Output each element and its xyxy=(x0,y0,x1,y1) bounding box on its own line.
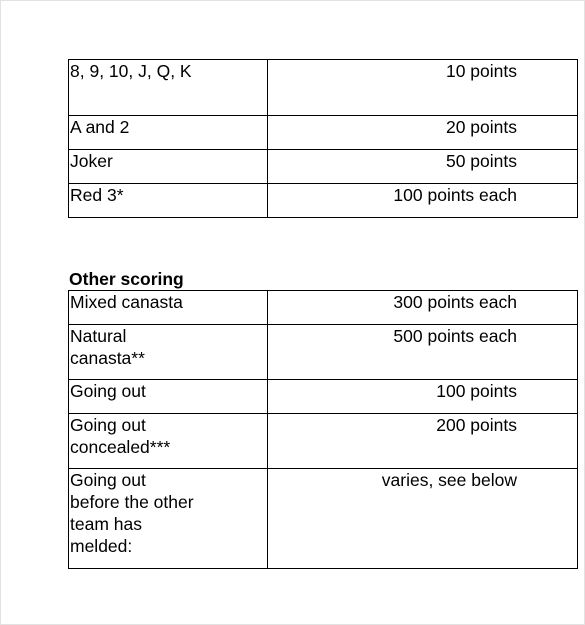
row-label xyxy=(69,291,268,325)
row-label: A and 2 xyxy=(69,116,268,150)
row-value: 300 points each xyxy=(268,291,578,325)
table-row xyxy=(69,325,578,380)
row-label-line: Mixed canasta xyxy=(70,292,183,312)
row-label xyxy=(69,414,268,469)
other-scoring-table xyxy=(68,290,578,569)
row-label-line: team has xyxy=(70,514,142,534)
row-label-line: Going out xyxy=(70,470,146,490)
row-label-line: canasta** xyxy=(70,348,145,368)
table-row xyxy=(69,184,578,218)
row-label-line: Going out xyxy=(70,415,146,435)
row-value: 200 points xyxy=(268,414,578,469)
row-value: varies, see below xyxy=(268,469,578,569)
row-label: Red 3* xyxy=(69,184,268,218)
row-label xyxy=(69,380,268,414)
section-heading-other-scoring: Other scoring xyxy=(69,269,184,289)
row-value: 100 points xyxy=(268,380,578,414)
table-row xyxy=(69,291,578,325)
row-label: Joker xyxy=(69,150,268,184)
row-value: 500 points each xyxy=(268,325,578,380)
row-label-line: melded: xyxy=(70,536,133,556)
row-label xyxy=(69,469,268,569)
table-row xyxy=(69,380,578,414)
card-values-table xyxy=(68,59,578,218)
table-row xyxy=(69,60,578,116)
table-row xyxy=(69,116,578,150)
row-label: 8, 9, 10, J, Q, K xyxy=(69,60,268,116)
row-label-line: Going out xyxy=(70,381,146,401)
row-label xyxy=(69,325,268,380)
row-label-line: before the other xyxy=(70,492,194,512)
row-label-line: concealed*** xyxy=(70,437,171,457)
row-value: 100 points each xyxy=(268,184,578,218)
row-value: 10 points xyxy=(268,60,578,116)
table-row xyxy=(69,414,578,469)
row-label-line: Natural xyxy=(70,326,127,346)
table-row xyxy=(69,150,578,184)
row-value: 50 points xyxy=(268,150,578,184)
table-row xyxy=(69,469,578,569)
row-value: 20 points xyxy=(268,116,578,150)
